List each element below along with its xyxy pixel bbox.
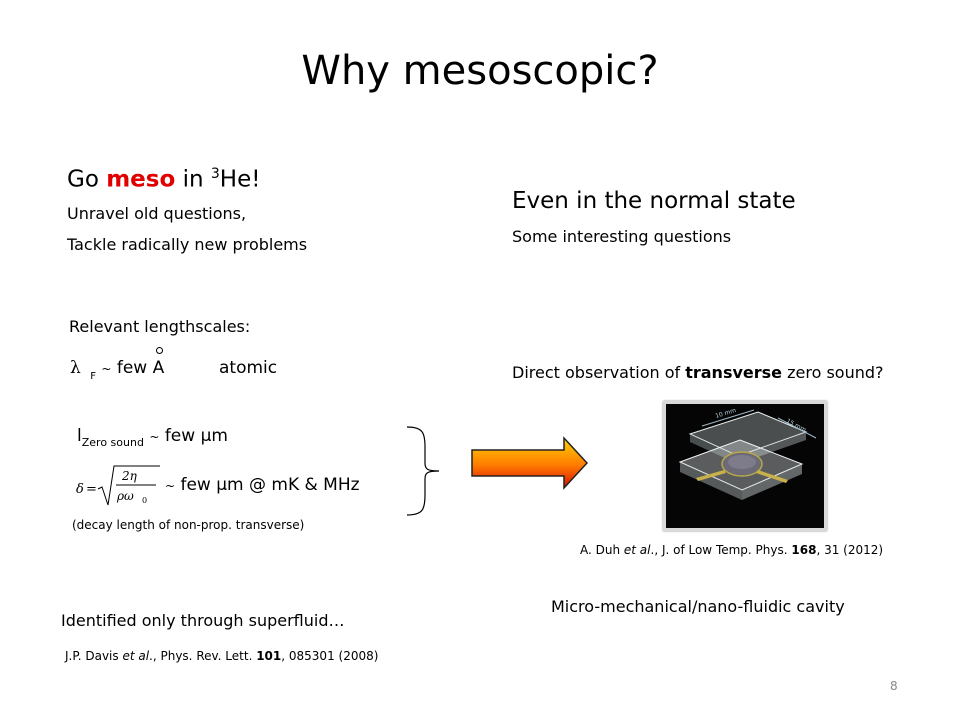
right-subheading: Some interesting questions bbox=[512, 227, 732, 246]
lambda-line bbox=[70, 358, 165, 382]
angstrom-symbol: A bbox=[153, 358, 165, 378]
relevant-lengthscales-label: Relevant lengthscales: bbox=[69, 317, 251, 336]
left-line-1: Unravel old questions, bbox=[67, 204, 247, 223]
cavity-caption: Micro-mechanical/nano-fluidic cavity bbox=[551, 597, 845, 616]
zero-sound-line bbox=[77, 426, 228, 449]
l-symbol: l bbox=[77, 426, 82, 446]
left-line-2: Tackle radically new problems bbox=[67, 235, 308, 254]
meso-highlight: meso bbox=[106, 166, 176, 193]
l-subscript: Zero sound bbox=[81, 436, 144, 449]
cavity-device-illustration bbox=[666, 404, 824, 528]
svg-text:2η: 2η bbox=[122, 469, 137, 483]
cavity-photo bbox=[663, 401, 827, 531]
davis-citation: J.P. Davis et al., Phys. Rev. Lett. 101, 085301 (2008) bbox=[65, 649, 379, 663]
slide-title: Why mesoscopic? bbox=[301, 48, 659, 94]
lambda-subscript: F bbox=[90, 371, 96, 382]
lambda-few: few bbox=[116, 358, 148, 378]
duh-citation: A. Duh et al., J. of Low Temp. Phys. 168, 31 (2012) bbox=[580, 543, 884, 557]
arrow-icon bbox=[470, 436, 590, 490]
delta-tilde: ~ bbox=[165, 479, 176, 493]
svg-text:=: = bbox=[86, 482, 97, 497]
svg-text:0: 0 bbox=[142, 496, 148, 505]
angstrom-ring bbox=[156, 347, 163, 354]
l-value: few μm bbox=[164, 426, 228, 446]
identified-text: Identified only through superfluid… bbox=[61, 611, 345, 630]
lambda-tilde: ~ bbox=[101, 362, 112, 376]
atomic-label: atomic bbox=[219, 358, 278, 378]
photo-label-15mm: 15 mm bbox=[785, 417, 808, 434]
delta-formula bbox=[76, 463, 162, 509]
delta-line bbox=[165, 475, 360, 495]
delta-value: few μm @ mK & MHz bbox=[180, 475, 360, 495]
left-heading: Go meso in $^3$He! bbox=[67, 166, 261, 193]
right-heading: Even in the normal state bbox=[512, 188, 796, 214]
page-number: 8 bbox=[890, 679, 898, 693]
right-brace bbox=[405, 425, 441, 517]
svg-text:δ: δ bbox=[76, 482, 84, 497]
direct-observation-text: Direct observation of transverse zero sound? bbox=[512, 363, 884, 382]
svg-text:ρω: ρω bbox=[117, 489, 134, 503]
isotope-superscript: 3 bbox=[210, 166, 220, 182]
lambda-symbol: λ bbox=[70, 358, 81, 378]
l-tilde: ~ bbox=[149, 430, 160, 444]
decay-length-note: (decay length of non-prop. transverse) bbox=[72, 518, 305, 532]
photo-label-10mm: 10 mm bbox=[714, 407, 737, 420]
